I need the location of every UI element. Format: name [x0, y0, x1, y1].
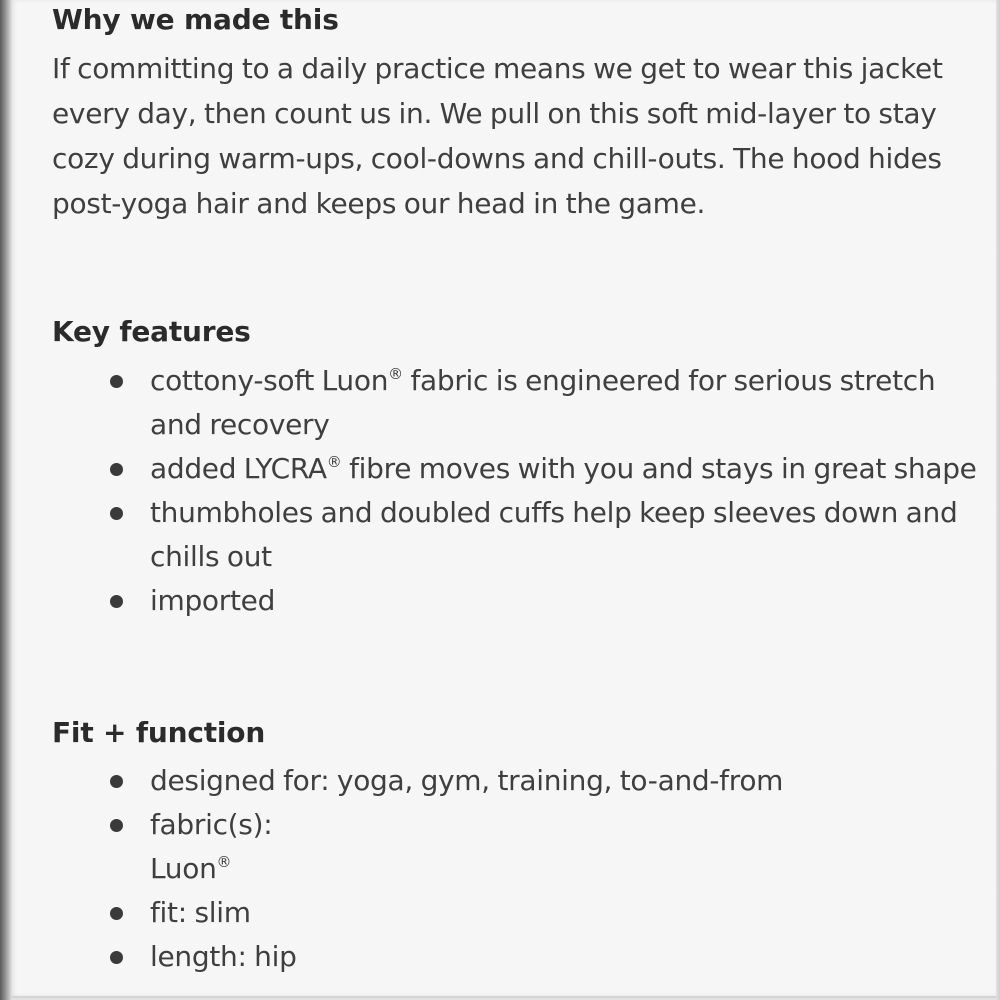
bullet-icon — [110, 595, 123, 608]
feature-text: cottony-soft Luon — [150, 364, 389, 397]
fit-text: designed for: yoga, gym, training, to-and-from — [150, 764, 784, 797]
list-item — [110, 935, 982, 979]
feature-text-rest: fibre moves with you and stays in great shape — [341, 452, 977, 485]
fit-function-heading: Fit + function — [52, 716, 266, 749]
list-item — [110, 891, 982, 935]
key-features-list — [52, 359, 982, 623]
why-we-made-this-section — [52, 0, 982, 226]
feature-text: added LYCRA — [150, 452, 327, 485]
registered-mark: ® — [326, 453, 342, 471]
bullet-icon — [110, 775, 123, 788]
feature-text: thumbholes and doubled cuffs help keep sleeves down and chills out — [150, 496, 958, 573]
bullet-icon — [110, 951, 123, 964]
key-features-section — [52, 312, 982, 623]
key-features-heading: Key features — [52, 315, 251, 348]
bullet-icon — [110, 375, 123, 388]
registered-mark: ® — [216, 853, 232, 871]
feature-text: imported — [150, 584, 276, 617]
fit-text: fabric(s): — [150, 808, 273, 841]
product-description-card — [12, 0, 996, 998]
list-item — [110, 803, 982, 891]
fabric-name: Luon — [150, 852, 217, 885]
bullet-icon — [110, 907, 123, 920]
list-item — [110, 359, 982, 447]
why-heading: Why we made this — [52, 3, 339, 36]
list-item — [110, 491, 982, 579]
why-body-text: If committing to a daily practice means we get to wear this jacket every day, then count us in. We pull on this soft mid-layer to stay cozy during warm-ups, cool-downs and chill-outs. The hood hides post-yoga hair and keeps our head in the game. — [52, 52, 943, 220]
fit-function-section — [52, 713, 982, 979]
fabric-value — [150, 847, 982, 891]
list-item — [110, 447, 982, 491]
list-item — [110, 579, 982, 623]
list-item — [110, 759, 982, 803]
bullet-icon — [110, 819, 123, 832]
fit-text: fit: slim — [150, 896, 251, 929]
registered-mark: ® — [388, 365, 403, 383]
feature-text-rest: fabric is engineered for serious stretch and recovery — [150, 364, 936, 441]
bullet-icon — [110, 507, 123, 520]
bullet-icon — [110, 463, 123, 476]
fit-function-list — [52, 759, 982, 979]
fit-text: length: hip — [150, 940, 297, 973]
